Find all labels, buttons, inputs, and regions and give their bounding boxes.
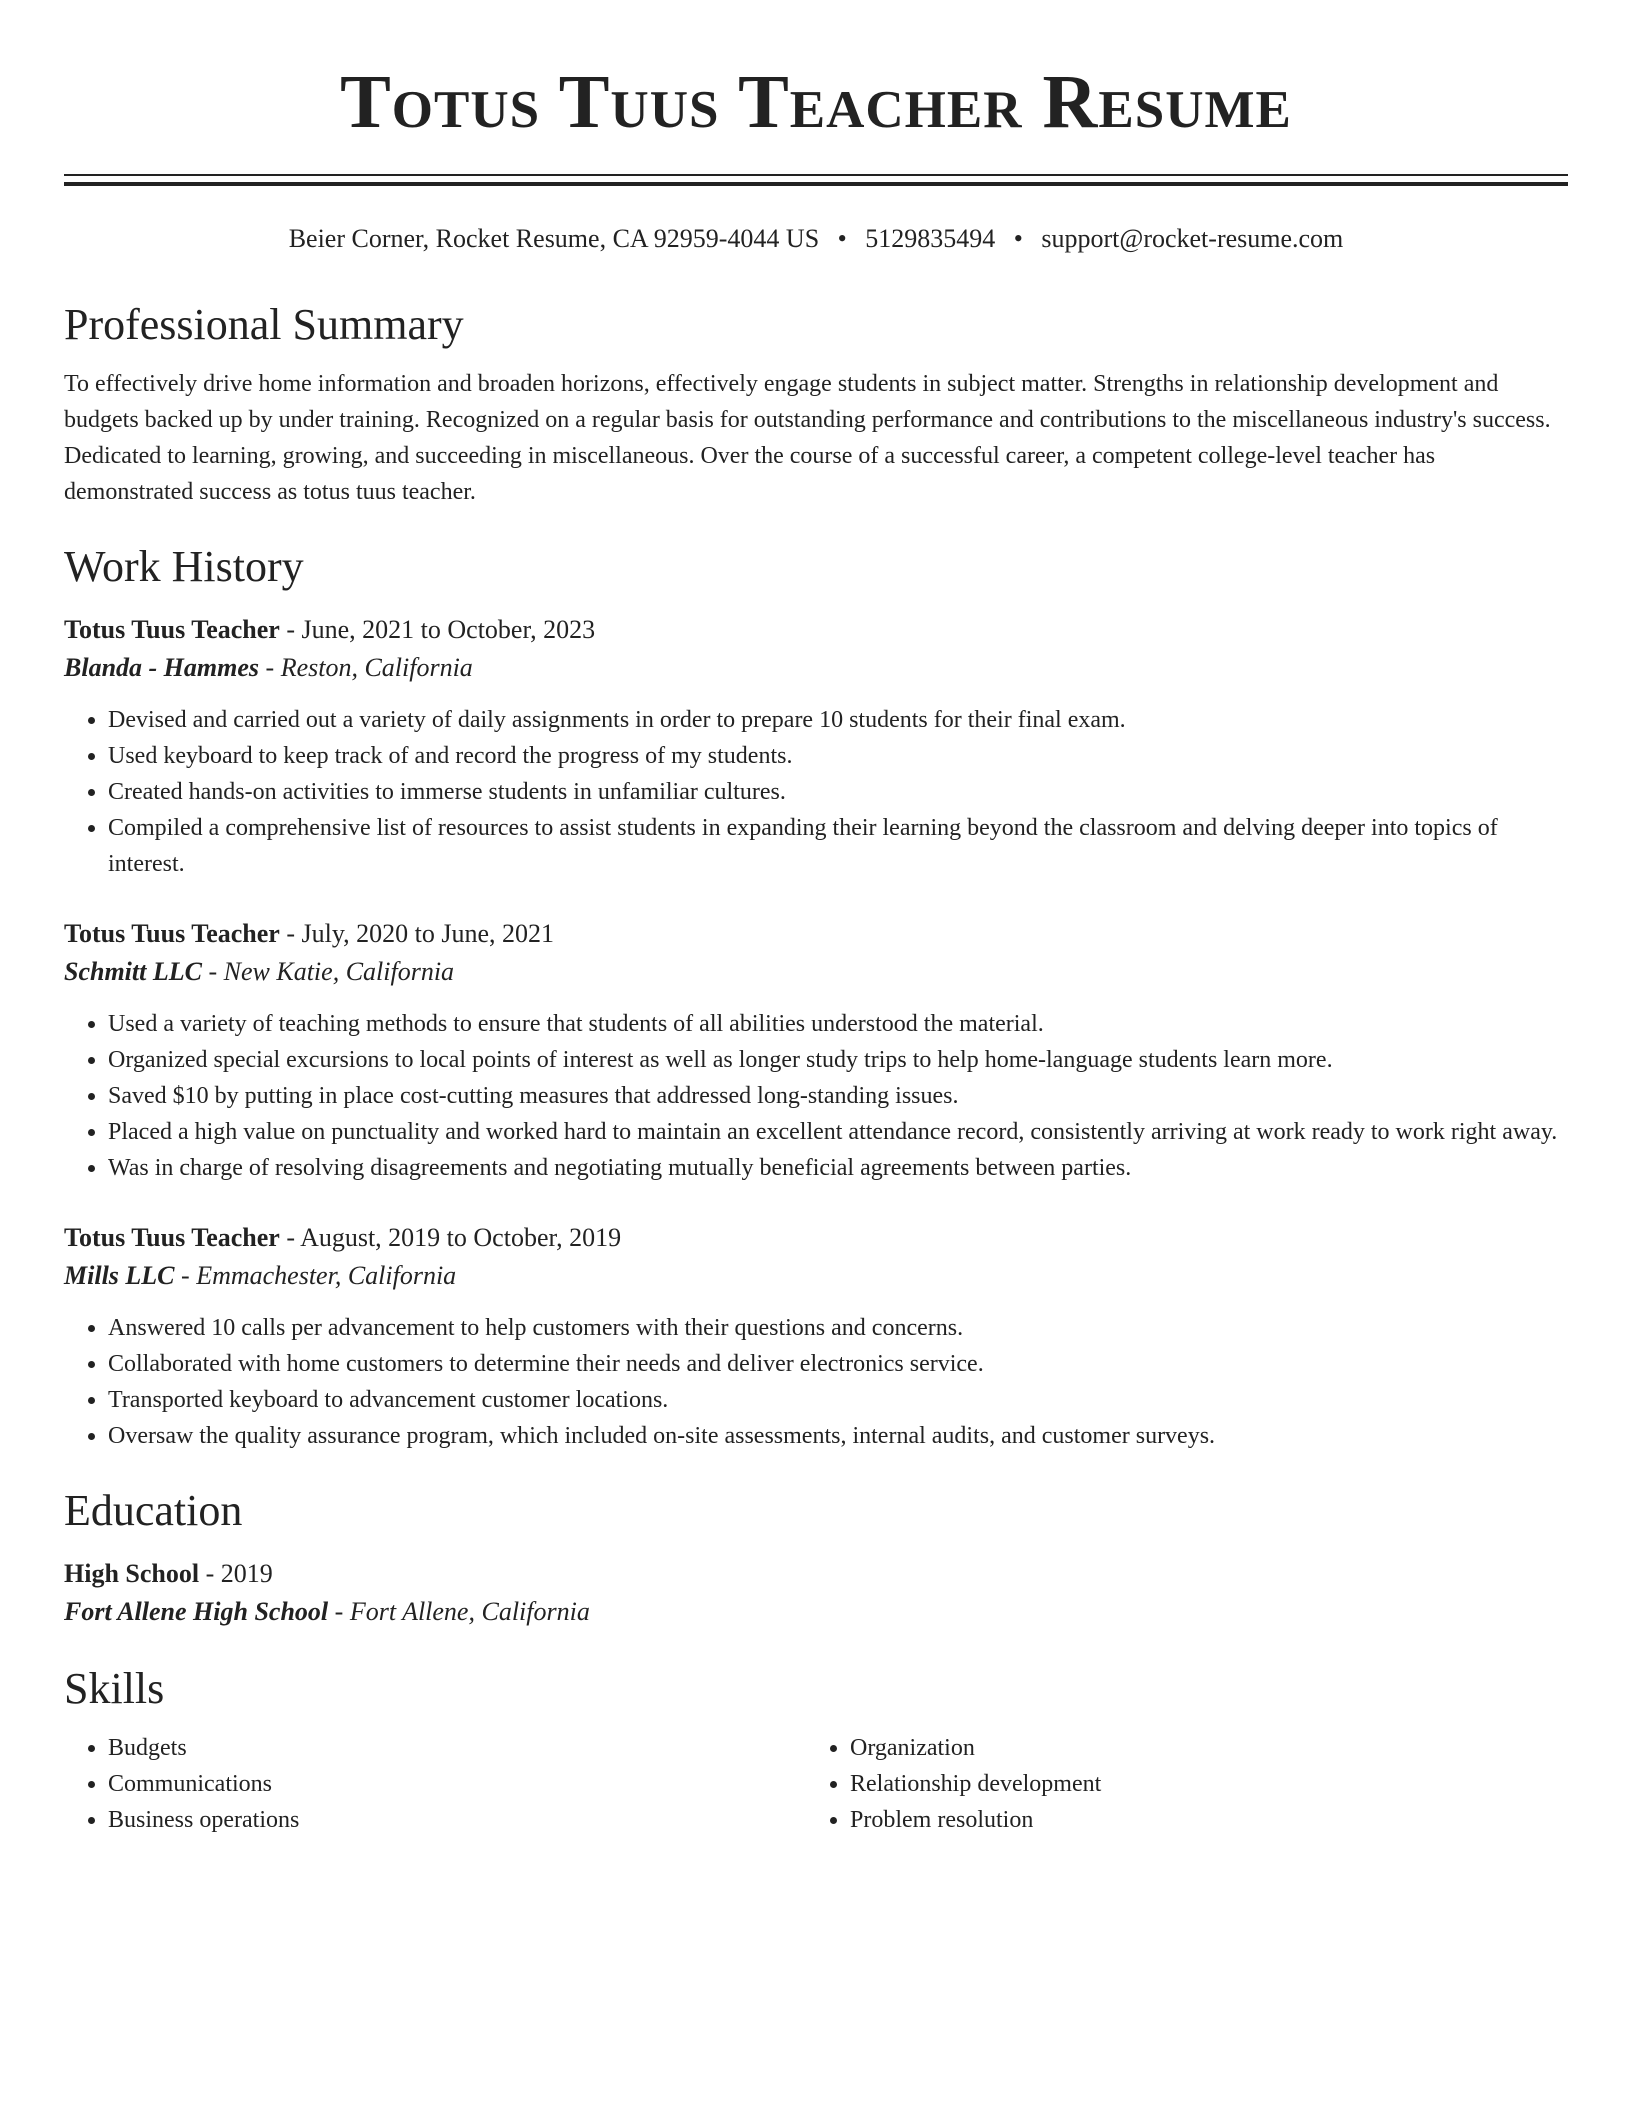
list-item: • Business operations	[108, 1802, 806, 1838]
education-heading: Education	[64, 1486, 243, 1535]
education-year: 2019	[220, 1559, 273, 1588]
skills-left-column	[64, 1730, 806, 1838]
dash: -	[328, 1597, 350, 1626]
job-dates: July, 2020 to June, 2021	[301, 919, 555, 948]
dash: -	[279, 1223, 301, 1252]
list-item: • Saved $10 by putting in place cost-cutting measures that addressed long-standing issues.	[108, 1078, 1568, 1114]
job-location: New Katie, California	[223, 957, 455, 986]
contact-separator: •	[1013, 224, 1023, 253]
summary-heading: Professional Summary	[64, 300, 464, 349]
job-duties	[64, 1310, 1568, 1454]
job-entry	[64, 612, 1568, 882]
job-company-line	[64, 1256, 1568, 1296]
job-entry	[64, 916, 1568, 1186]
dash: -	[199, 1559, 221, 1588]
job-title: Totus Tuus Teacher	[64, 1223, 280, 1252]
job-dates: June, 2021 to October, 2023	[301, 615, 596, 644]
job-company-line	[64, 952, 1568, 992]
job-title: Totus Tuus Teacher	[64, 615, 280, 644]
list-item: • Problem resolution	[850, 1802, 1548, 1838]
title-rule-thick	[64, 182, 1568, 186]
dash: -	[279, 919, 302, 948]
dash: -	[201, 957, 224, 986]
education-entry	[64, 1556, 1568, 1632]
list-item: • Devised and carried out a variety of daily assignments in order to prepare 10 students for their final exam.	[108, 702, 1568, 738]
education-location: Fort Allene, California	[349, 1597, 590, 1626]
work-history-heading: Work History	[64, 542, 304, 591]
contact-email: support@rocket-resume.com	[1041, 224, 1344, 253]
education-school-line	[64, 1592, 1568, 1632]
job-title: Totus Tuus Teacher	[64, 919, 280, 948]
list-item: • Organized special excursions to local points of interest as well as longer study trips to help home-language students learn more.	[108, 1042, 1568, 1078]
summary-text: To effectively drive home information and broaden horizons, effectively engage students in subject matter. Strengths in relationship development and budgets backed up by under training. Recognized on a regular basis for outstanding performance and contributions to the miscellaneous industry's success. Dedicated to learning, growing, and succeeding in miscellaneous. Over the course of a successful career, a competent college-level teacher has demonstrated success as totus tuus teacher.	[64, 371, 1551, 505]
contact-separator: •	[837, 224, 847, 253]
job-company: Blanda - Hammes	[64, 653, 260, 682]
education-degree: High School	[64, 1559, 200, 1588]
list-item: • Used a variety of teaching methods to ensure that students of all abilities understood the material.	[108, 1006, 1568, 1042]
list-item: • Compiled a comprehensive list of resources to assist students in expanding their learning beyond the classroom and delving deeper into topics of interest.	[108, 810, 1568, 882]
job-duties	[64, 1006, 1568, 1186]
job-location: Emmachester, California	[196, 1261, 457, 1290]
list-item: • Was in charge of resolving disagreements and negotiating mutually beneficial agreements between parties.	[108, 1150, 1568, 1186]
job-title-line	[64, 612, 1568, 648]
dash: -	[174, 1261, 197, 1290]
job-entry	[64, 1220, 1568, 1454]
skills-columns	[64, 1730, 1568, 1838]
list-item: • Organization	[850, 1730, 1548, 1766]
skills-right-column	[806, 1730, 1548, 1838]
skills-heading: Skills	[64, 1664, 165, 1713]
job-company-line	[64, 648, 1568, 688]
title-rule-thin	[64, 174, 1568, 176]
summary-section	[64, 298, 1568, 510]
list-item: • Oversaw the quality assurance program, which included on-site assessments, internal audits, and customer surveys.	[108, 1418, 1568, 1454]
list-item: • Transported keyboard to advancement customer locations.	[108, 1382, 1568, 1418]
list-item: • Budgets	[108, 1730, 806, 1766]
resume-title: Totus Tuus Teacher Resume	[340, 60, 1292, 144]
job-title-line	[64, 916, 1568, 952]
education-degree-line	[64, 1556, 1568, 1592]
list-item: • Answered 10 calls per advancement to help customers with their questions and concerns.	[108, 1310, 1568, 1346]
dash: -	[279, 615, 302, 644]
list-item: • Placed a high value on punctuality and worked hard to maintain an excellent attendance record, consistently arriving at work ready to work right away.	[108, 1114, 1568, 1150]
dash: -	[259, 653, 281, 682]
contact-address: Beier Corner, Rocket Resume, CA 92959-4044 US	[288, 224, 820, 253]
job-location: Reston, California	[280, 653, 473, 682]
list-item: • Collaborated with home customers to determine their needs and deliver electronics service.	[108, 1346, 1568, 1382]
job-company: Schmitt LLC	[64, 957, 202, 986]
job-title-line	[64, 1220, 1568, 1256]
skills-section	[64, 1662, 1568, 1838]
education-section	[64, 1484, 1568, 1632]
list-item: • Created hands-on activities to immerse students in unfamiliar cultures.	[108, 774, 1568, 810]
list-item: • Used keyboard to keep track of and record the progress of my students.	[108, 738, 1568, 774]
list-item: • Relationship development	[850, 1766, 1548, 1802]
education-school: Fort Allene High School	[64, 1597, 329, 1626]
job-duties	[64, 702, 1568, 882]
work-history-section	[64, 540, 1568, 1454]
contact-line	[64, 222, 1568, 256]
list-item: • Communications	[108, 1766, 806, 1802]
job-company: Mills LLC	[64, 1261, 175, 1290]
contact-phone: 5129835494	[865, 224, 996, 253]
job-dates: August, 2019 to October, 2019	[300, 1223, 622, 1252]
